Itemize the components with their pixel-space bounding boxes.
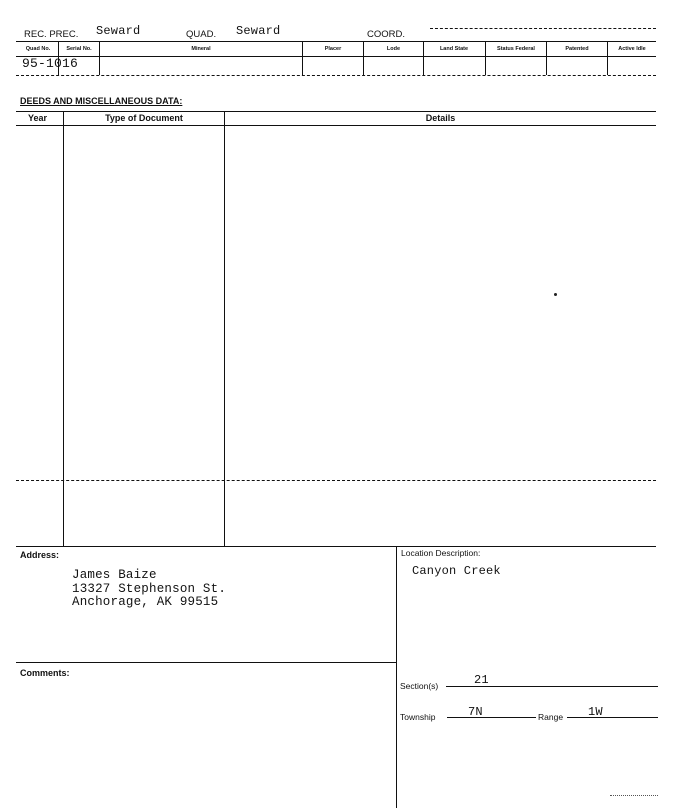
col-header-active-idle: Active Idle <box>618 46 646 53</box>
comments-label: Comments: <box>20 668 70 678</box>
township-underline <box>447 717 536 718</box>
deeds-table-bottom-border <box>16 546 656 547</box>
address-line: 13327 Stephenson St. <box>72 581 227 596</box>
range-value: 1W <box>588 705 603 719</box>
address-label: Address: <box>20 550 60 560</box>
deeds-table-top-border <box>16 111 656 112</box>
col-header-status-federal: Status Federal <box>497 46 535 53</box>
location-description-label: Location Description: <box>401 548 481 558</box>
col-header-quad-no: Quad No. <box>25 46 51 53</box>
deeds-last-row-divider <box>16 480 656 481</box>
address-comments-divider <box>16 662 396 663</box>
deeds-section-title: DEEDS AND MISCELLANEOUS DATA: <box>20 96 183 106</box>
quad-label: QUAD. <box>186 29 217 40</box>
top-table-header-divider <box>16 56 656 57</box>
deeds-col-details: Details <box>425 113 456 123</box>
quad-value: Seward <box>236 24 281 38</box>
scan-speck <box>610 795 658 798</box>
lower-center-divider <box>396 546 397 808</box>
coord-blank-line <box>430 28 656 29</box>
township-value: 7N <box>468 705 483 719</box>
scan-speck <box>554 293 557 296</box>
col-header-serial-no: Serial No. <box>66 46 92 53</box>
quad-serial-value: 95-1016 <box>22 56 79 71</box>
deeds-col-divider-type <box>224 112 225 547</box>
coord-label: COORD. <box>367 29 405 40</box>
rec-prec-value: Seward <box>96 24 141 38</box>
col-header-patented: Patented <box>565 46 589 53</box>
deeds-col-divider-year <box>63 112 64 547</box>
section-underline <box>446 686 658 687</box>
location-description-value: Canyon Creek <box>412 564 501 578</box>
top-table-top-border <box>16 41 656 42</box>
address-line: James Baize <box>72 568 157 582</box>
col-header-placer: Placer <box>324 46 342 53</box>
col-header-lode: Lode <box>386 46 401 53</box>
range-label: Range <box>538 712 564 722</box>
col-header-mineral: Mineral <box>191 46 211 53</box>
deeds-header-divider <box>16 125 656 126</box>
deeds-col-year: Year <box>28 113 48 123</box>
col-header-land-state: Land State <box>439 46 469 53</box>
section-label: Section(s) <box>400 681 439 691</box>
range-underline <box>567 717 658 718</box>
rec-prec-label: REC. PREC. <box>24 29 79 40</box>
top-table-bottom-border <box>16 75 656 76</box>
section-value: 21 <box>474 673 489 687</box>
township-label: Township <box>400 712 436 722</box>
address-block <box>72 569 226 610</box>
deeds-col-type: Type of Document <box>105 113 183 123</box>
address-line: Anchorage, AK 99515 <box>72 595 219 609</box>
